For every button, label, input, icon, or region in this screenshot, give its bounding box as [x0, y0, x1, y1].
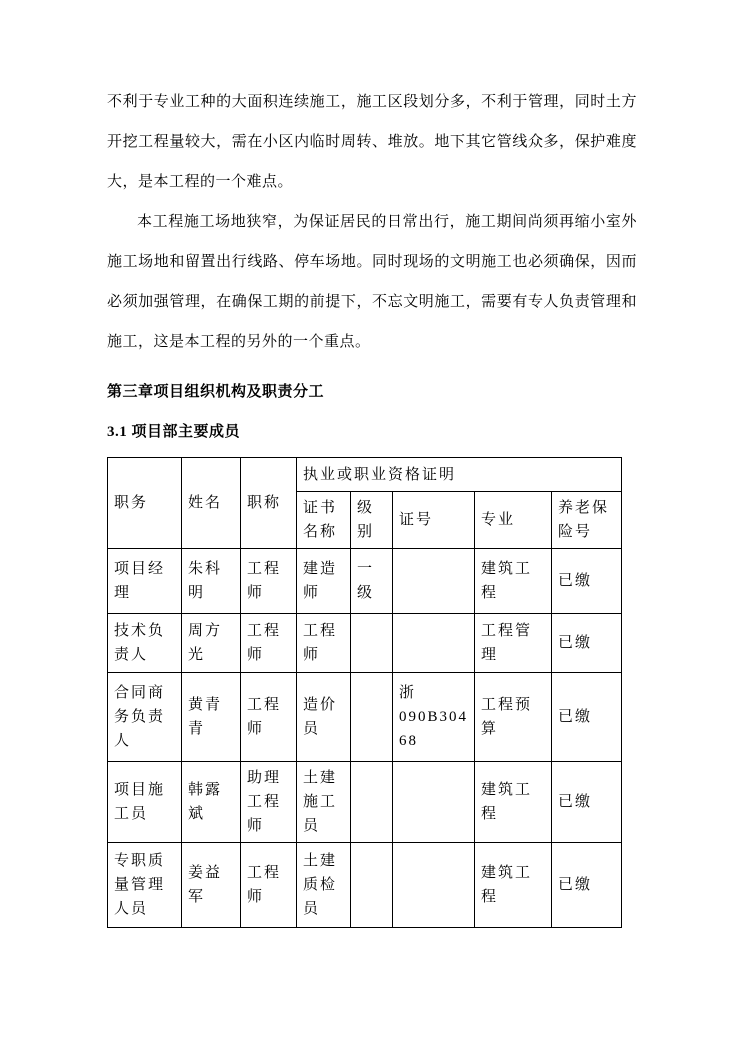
cell-position: 合同商务负责人 [108, 673, 182, 762]
table-header-row [108, 458, 622, 492]
cell-title: 工程师 [241, 614, 297, 673]
header-specialty: 专业 [475, 492, 552, 549]
cell-level [351, 762, 393, 843]
cell-position: 项目施工员 [108, 762, 182, 843]
cell-position: 技术负责人 [108, 614, 182, 673]
cell-cert-name: 建造师 [297, 549, 351, 614]
cell-cert-no [393, 614, 475, 673]
cell-pension: 已缴 [552, 673, 622, 762]
paragraph: 本工程施工场地狭窄，为保证居民的日常出行，施工期间尚须再缩小室外施工场地和留置出行线路、停车场地。同时现场的文明施工也必须确保，因而必须加强管理，在确保工期的前提下，不忘文明施工，需要有专人负责管理和施工，这是本工程的另外的一个重点。 [107, 214, 637, 350]
table-row [108, 549, 622, 614]
cell-specialty: 工程预算 [475, 673, 552, 762]
cell-name: 姜益军 [182, 843, 241, 928]
header-qualification-group: 执业或职业资格证明 [297, 458, 622, 492]
cell-specialty: 建筑工程 [475, 843, 552, 928]
header-pension: 养老保险号 [552, 492, 622, 549]
cell-cert-no: 浙090B30468 [393, 673, 475, 762]
table-row [108, 614, 622, 673]
cell-name: 周方光 [182, 614, 241, 673]
cell-title: 助理工程师 [241, 762, 297, 843]
cell-title: 工程师 [241, 673, 297, 762]
cell-specialty: 建筑工程 [475, 762, 552, 843]
header-level: 级别 [351, 492, 393, 549]
cell-name: 朱科明 [182, 549, 241, 614]
section-heading: 3.1 项目部主要成员 [107, 424, 241, 440]
cell-level: 一级 [351, 549, 393, 614]
header-name: 姓名 [182, 458, 241, 549]
chapter-heading: 第三章项目组织机构及职责分工 [107, 384, 325, 400]
cell-title: 工程师 [241, 843, 297, 928]
members-table [107, 457, 622, 928]
header-position: 职务 [108, 458, 182, 549]
table-row [108, 843, 622, 928]
cell-name: 韩露斌 [182, 762, 241, 843]
cell-cert-name: 土建施工员 [297, 762, 351, 843]
header-cert-name: 证书名称 [297, 492, 351, 549]
table-row [108, 762, 622, 843]
cell-cert-no [393, 549, 475, 614]
cell-pension: 已缴 [552, 549, 622, 614]
header-title: 职称 [241, 458, 297, 549]
cell-cert-no [393, 843, 475, 928]
cell-level [351, 614, 393, 673]
cell-level [351, 843, 393, 928]
cell-pension: 已缴 [552, 762, 622, 843]
cell-cert-name: 土建质检员 [297, 843, 351, 928]
cell-pension: 已缴 [552, 614, 622, 673]
cell-title: 工程师 [241, 549, 297, 614]
cell-specialty: 建筑工程 [475, 549, 552, 614]
header-cert-no: 证号 [393, 492, 475, 549]
cell-position: 专职质量管理人员 [108, 843, 182, 928]
table-row [108, 673, 622, 762]
cell-cert-name: 造价员 [297, 673, 351, 762]
cell-position: 项目经理 [108, 549, 182, 614]
cell-pension: 已缴 [552, 843, 622, 928]
paragraph: 不利于专业工种的大面积连续施工，施工区段划分多，不利于管理，同时土方开挖工程量较大，需在小区内临时周转、堆放。地下其它管线众多，保护难度大，是本工程的一个难点。 [107, 94, 637, 190]
cell-cert-no [393, 762, 475, 843]
cell-cert-name: 工程师 [297, 614, 351, 673]
cell-specialty: 工程管理 [475, 614, 552, 673]
cell-level [351, 673, 393, 762]
cell-name: 黄青青 [182, 673, 241, 762]
